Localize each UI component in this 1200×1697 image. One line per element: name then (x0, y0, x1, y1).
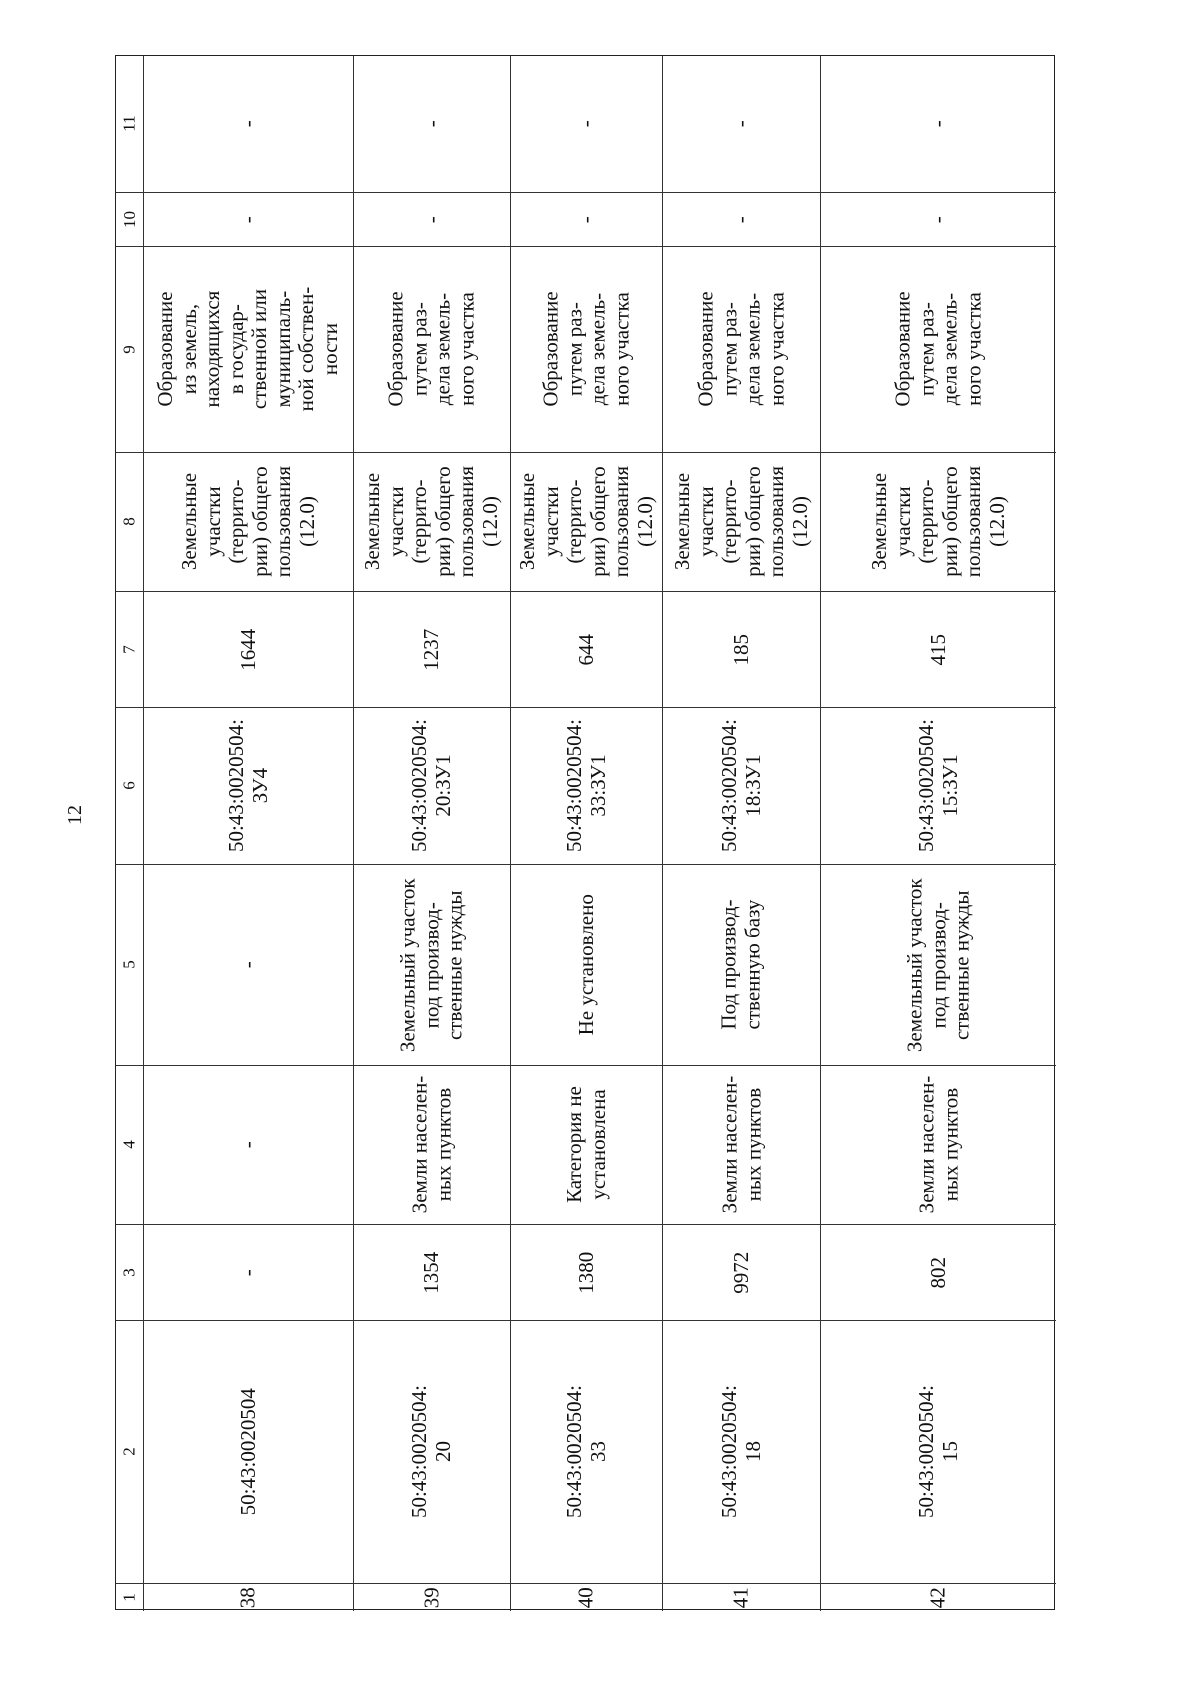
permitted-use-new-cell-text: Земельные участки (террито- рии) общего пользования (12.0) (669, 466, 812, 578)
row-number-cell-text: 40 (573, 1586, 598, 1608)
formation-method-cell-text: Образование путем раз- дела земель- ного участка (538, 291, 634, 408)
land-category-cell (144, 1066, 354, 1225)
column-header-4-text: 4 (119, 1140, 139, 1150)
land-category-cell (511, 1066, 663, 1225)
row-number-cell-text: 39 (419, 1586, 444, 1608)
column-header-11-text: 11 (119, 115, 139, 133)
permitted-use-new-cell (821, 453, 1056, 592)
column-header-10 (116, 193, 144, 247)
area-cell-text: 1380 (573, 1251, 598, 1294)
land-category-cell (354, 1066, 511, 1225)
column-10-cell (511, 193, 663, 247)
new-plot-number-cell-text: 50:43:0020504: 15:ЗУ1 (913, 719, 962, 853)
new-plot-number-cell (354, 708, 511, 865)
area-cell-text: 802 (925, 1256, 950, 1289)
land-category-cell-text: Категория не установлена (561, 1086, 610, 1204)
column-header-5-text: 5 (119, 960, 139, 970)
permitted-use-current-cell (821, 865, 1056, 1066)
new-plot-number-cell-text: 50:43:0020504: 33:ЗУ1 (561, 719, 610, 853)
new-plot-area-cell-text: 185 (728, 633, 753, 666)
column-header-10-text: 10 (119, 211, 139, 228)
row-number-cell-text: 41 (728, 1586, 753, 1608)
permitted-use-current-cell-text: Под производ- ственную базу (716, 899, 765, 1031)
land-category-cell-text: Земли населен- ных пунктов (407, 1076, 455, 1214)
page-number: 12 (63, 805, 86, 825)
cadastral-number-cell (821, 1321, 1056, 1584)
column-10-cell (821, 193, 1056, 247)
column-10-cell (354, 193, 511, 247)
cadastral-number-cell-text: 50:43:0020504 (235, 1388, 260, 1516)
permitted-use-new-cell-text: Земельные участки (террито- рии) общего пользования (12.0) (866, 466, 1009, 578)
permitted-use-new-cell (663, 453, 821, 592)
new-plot-area-cell (354, 592, 511, 708)
land-category-cell-text: Земли населен- ных пунктов (913, 1076, 962, 1214)
land-category-cell-text: Земли населен- ных пунктов (716, 1076, 765, 1214)
column-header-1-text: 1 (119, 1593, 139, 1602)
column-11-cell (511, 56, 663, 193)
column-header-7-text: 7 (119, 645, 139, 654)
permitted-use-current-cell (354, 865, 511, 1066)
land-category-cell (663, 1066, 821, 1225)
column-header-8 (116, 453, 144, 592)
column-11-cell-text: - (925, 120, 950, 128)
column-11-cell-text: - (728, 120, 753, 128)
permitted-use-current-cell (511, 865, 663, 1066)
column-11-cell (821, 56, 1056, 193)
column-10-cell-text: - (728, 215, 753, 223)
new-plot-area-cell (663, 592, 821, 708)
column-11-cell-text: - (419, 120, 444, 128)
column-header-9 (116, 247, 144, 453)
new-plot-number-cell-text: 50:43:0020504: 18:ЗУ1 (716, 719, 765, 853)
column-header-2-text: 2 (119, 1447, 139, 1457)
cadastral-number-cell (354, 1321, 511, 1584)
cadastral-number-cell-text: 50:43:0020504: 33 (561, 1385, 610, 1519)
column-header-6 (116, 708, 144, 865)
new-plot-area-cell-text: 415 (925, 633, 950, 666)
area-cell (821, 1225, 1056, 1321)
new-plot-area-cell-text: 644 (573, 633, 598, 666)
new-plot-area-cell (511, 592, 663, 708)
column-header-11 (116, 56, 144, 193)
column-header-7 (116, 592, 144, 708)
new-plot-number-cell (144, 708, 354, 865)
permitted-use-current-cell-text: Земельный участок под производ- ственные нужды (902, 878, 974, 1052)
cadastral-number-cell-text: 50:43:0020504: 18 (716, 1385, 765, 1519)
cadastral-number-cell (663, 1321, 821, 1584)
row-number-cell (511, 1584, 663, 1611)
column-10-cell-text: - (235, 215, 260, 223)
column-header-3 (116, 1225, 144, 1321)
formation-method-cell-text: Образование путем раз- дела земель- ного участка (890, 291, 986, 408)
new-plot-area-cell-text: 1644 (235, 628, 260, 671)
new-plot-area-cell (821, 592, 1056, 708)
column-11-cell (144, 56, 354, 193)
column-header-4 (116, 1066, 144, 1225)
row-number-cell (663, 1584, 821, 1611)
formation-method-cell (821, 247, 1056, 453)
column-header-5 (116, 865, 144, 1066)
permitted-use-current-cell (663, 865, 821, 1066)
new-plot-number-cell (663, 708, 821, 865)
permitted-use-new-cell-text: Земельные участки (террито- рии) общего пользования (12.0) (514, 466, 657, 578)
column-11-cell (663, 56, 821, 193)
column-10-cell-text: - (925, 215, 950, 223)
row-number-cell-text: 38 (235, 1586, 260, 1608)
row-number-cell (821, 1584, 1056, 1611)
area-cell-text: 9972 (728, 1251, 753, 1294)
cadastral-number-cell (511, 1321, 663, 1584)
permitted-use-new-cell-text: Земельные участки (террито- рии) общего пользования (12.0) (360, 466, 503, 578)
new-plot-number-cell (821, 708, 1056, 865)
new-plot-area-cell (144, 592, 354, 708)
land-category-cell (821, 1066, 1056, 1225)
formation-method-cell (354, 247, 511, 453)
formation-method-cell (511, 247, 663, 453)
permitted-use-new-cell (511, 453, 663, 592)
column-11-cell (354, 56, 511, 193)
row-number-cell (354, 1584, 511, 1611)
column-10-cell-text: - (573, 215, 598, 223)
area-cell (144, 1225, 354, 1321)
land-category-cell-text: - (235, 1141, 260, 1149)
permitted-use-new-cell-text: Земельные участки (террито- рии) общего пользования (12.0) (176, 466, 319, 578)
column-header-6-text: 6 (119, 781, 139, 791)
column-header-3-text: 3 (119, 1268, 139, 1277)
column-11-cell-text: - (573, 120, 598, 128)
formation-method-cell-text: Образование из земель, находящихся в государ- ственной или муниципаль- ной собствен- ности (153, 287, 343, 412)
column-11-cell-text: - (235, 120, 260, 128)
formation-method-cell (144, 247, 354, 453)
area-cell (511, 1225, 663, 1321)
permitted-use-current-cell-text: Земельный участок под производ- ственные нужды (395, 878, 467, 1052)
permitted-use-new-cell (144, 453, 354, 592)
permitted-use-current-cell-text: Не установлено (573, 894, 598, 1036)
cadastral-number-cell (144, 1321, 354, 1584)
land-plots-table (115, 55, 1055, 1610)
area-cell-text: 1354 (419, 1251, 444, 1294)
column-header-9-text: 9 (119, 345, 139, 354)
formation-method-cell (663, 247, 821, 453)
column-header-2 (116, 1321, 144, 1584)
column-header-1 (116, 1584, 144, 1611)
new-plot-number-cell-text: 50:43:0020504: ЗУ4 (223, 719, 272, 853)
cadastral-number-cell-text: 50:43:0020504: 15 (913, 1385, 962, 1519)
new-plot-area-cell-text: 1237 (419, 628, 444, 671)
new-plot-number-cell-text: 50:43:0020504: 20:ЗУ1 (407, 719, 455, 853)
formation-method-cell-text: Образование путем раз- дела земель- ного участка (693, 291, 789, 408)
area-cell (354, 1225, 511, 1321)
column-10-cell-text: - (419, 215, 444, 223)
area-cell-text: - (235, 1268, 260, 1276)
permitted-use-current-cell (144, 865, 354, 1066)
permitted-use-current-cell-text: - (235, 961, 260, 969)
cadastral-number-cell-text: 50:43:0020504: 20 (407, 1385, 455, 1519)
column-header-8-text: 8 (119, 517, 139, 527)
permitted-use-new-cell (354, 453, 511, 592)
column-10-cell (663, 193, 821, 247)
new-plot-number-cell (511, 708, 663, 865)
row-number-cell (144, 1584, 354, 1611)
row-number-cell-text: 42 (925, 1586, 950, 1608)
formation-method-cell-text: Образование путем раз- дела земель- ного участка (383, 291, 479, 408)
area-cell (663, 1225, 821, 1321)
column-10-cell (144, 193, 354, 247)
